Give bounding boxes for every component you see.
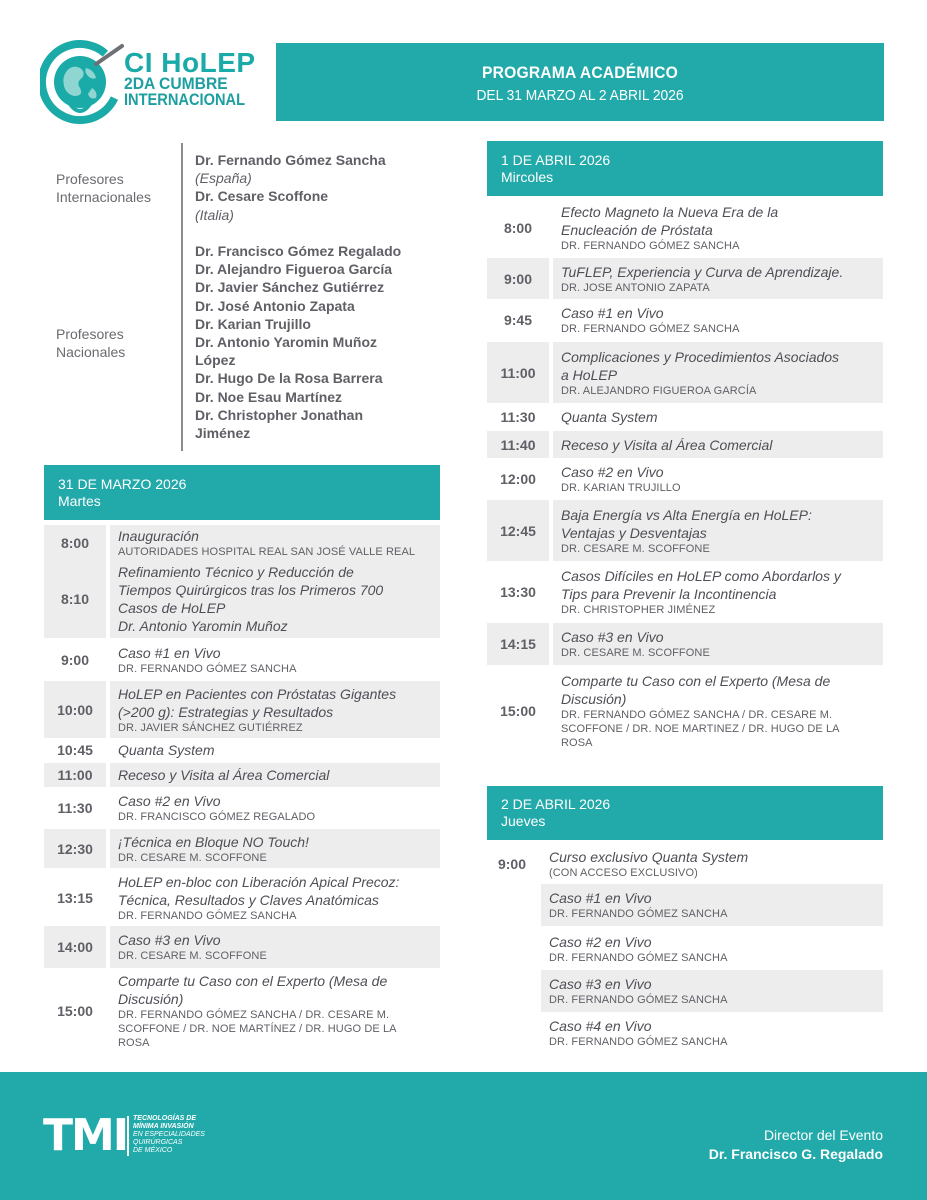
schedule-row <box>487 258 883 299</box>
session-details <box>110 681 440 738</box>
session-time: 11:00 <box>487 342 549 403</box>
session-details <box>553 669 883 753</box>
session-time: 14:15 <box>487 623 549 665</box>
session-title: Comparte tu Caso con el Experto (Mesa de <box>118 972 388 989</box>
session-title: ¡Técnica en Bloque NO Touch! <box>118 833 309 850</box>
session-details <box>553 461 883 497</box>
day-weekday: Jueves <box>501 813 546 829</box>
event-director <box>709 1126 883 1164</box>
session-speaker: DR. FERNANDO GÓMEZ SANCHA <box>561 239 740 252</box>
session-speaker: DR. CESARE M. SCOFFONE <box>561 647 710 659</box>
schedule-row <box>487 844 883 884</box>
banner-title: PROGRAMA ACADÉMICO <box>482 63 678 82</box>
schedule-row <box>487 970 883 1012</box>
logo-subtitle-2: INTERNACIONAL <box>124 90 246 109</box>
day-weekday: Mircoles <box>501 169 554 185</box>
session-title: (>200 g): Estrategias y Resultados <box>118 703 334 720</box>
schedule-row <box>44 525 440 560</box>
session-speaker: DR. FERNANDO GÓMEZ SANCHA <box>549 908 728 920</box>
session-details <box>553 200 883 255</box>
schedule-row <box>44 829 440 868</box>
session-time <box>487 970 537 1012</box>
session-details <box>553 258 883 299</box>
professor-name: Dr. Fernando Gómez Sancha <box>195 152 386 168</box>
session-time: 9:00 <box>487 258 549 299</box>
session-title: Receso y Visita al Área Comercial <box>561 436 773 453</box>
session-speaker: DR. FERNANDO GÓMEZ SANCHA / DR. CESARE M. <box>561 709 833 721</box>
tmi-line: MÍNIMA INVASIÓN <box>133 1123 194 1130</box>
session-details <box>541 970 883 1012</box>
schedule-row <box>487 928 883 970</box>
tmi-line: QUIRÚRGICAS <box>133 1139 183 1146</box>
day-header-march-31 <box>44 465 440 520</box>
professor-name: Dr. Javier Sánchez Gutiérrez <box>195 279 385 296</box>
schedule-row <box>487 623 883 665</box>
session-speaker: DR. ALEJANDRO FIGUEROA GARCÍA <box>561 384 757 397</box>
session-time: 12:30 <box>44 829 106 868</box>
session-details <box>541 1013 883 1053</box>
schedule-row <box>44 969 440 1052</box>
session-speaker: DR. CESARE M. SCOFFONE <box>118 851 267 864</box>
session-details <box>110 789 440 826</box>
schedule-row <box>44 872 440 923</box>
session-title: Quanta System <box>561 408 658 425</box>
session-time: 11:30 <box>57 799 93 816</box>
session-time: 8:10 <box>44 560 106 638</box>
session-speaker: DR. FERNANDO GÓMEZ SANCHA <box>561 323 740 335</box>
professor-name: Dr. Alejandro Figueroa García <box>195 261 393 278</box>
session-title: Casos Difíciles en HoLEP como Abordarlos y <box>561 567 841 584</box>
session-details <box>553 342 883 403</box>
tmi-logo-mark: TMI <box>43 1110 128 1161</box>
professor-name: Dr. Hugo De la Rosa Barrera <box>195 370 383 387</box>
schedule-row <box>487 669 883 753</box>
director-name: Dr. Francisco G. Regalado <box>708 1146 883 1162</box>
session-time: 8:00 <box>503 219 533 236</box>
director-label: Director del Evento <box>763 1127 883 1143</box>
session-title: HoLEP en-bloc con Liberación Apical Precoz: <box>118 873 400 890</box>
session-details <box>553 563 883 620</box>
professor-country: (España) <box>195 170 252 187</box>
national-professors-list <box>195 242 445 442</box>
session-details <box>541 884 883 926</box>
session-time: 13:15 <box>57 889 93 906</box>
session-title: Ventajas y Desventajas <box>561 524 707 541</box>
session-title: Inauguración <box>118 527 199 544</box>
schedule-row <box>487 200 883 255</box>
session-speaker: ROSA <box>561 737 593 749</box>
session-details <box>541 844 883 884</box>
session-title: Dr. Antonio Yaromin Muñoz <box>118 618 288 634</box>
session-details <box>110 763 440 787</box>
tmi-logo-divider <box>127 1116 129 1156</box>
session-title: Técnica, Resultados y Claves Anatómicas <box>118 891 379 908</box>
session-speaker: (CON ACCESO EXCLUSIVO) <box>549 867 698 879</box>
session-title: Casos de HoLEP <box>118 600 226 616</box>
session-title: Tips para Prevenir la Incontinencia <box>561 585 777 602</box>
session-speaker: SCOFFONE / DR. NOE MARTINEZ / DR. HUGO DE LA <box>561 723 840 735</box>
session-speaker: DR. CESARE M. SCOFFONE <box>561 542 710 555</box>
session-title: HoLEP en Pacientes con Próstatas Gigantes <box>118 685 397 702</box>
international-professors-list <box>195 151 445 224</box>
session-time: 11:00 <box>44 763 106 787</box>
label-line: Internacionales <box>56 189 151 205</box>
session-speaker: DR. FERNANDO GÓMEZ SANCHA / DR. CESARE M. <box>118 1008 390 1021</box>
schedule-row <box>487 500 883 561</box>
professor-name: Dr. Karian Trujillo <box>195 315 311 332</box>
session-details <box>541 928 883 970</box>
professor-name: López <box>195 352 236 369</box>
session-details <box>110 872 440 923</box>
professor-name: Dr. José Antonio Zapata <box>195 297 355 314</box>
session-speaker: DR. FERNANDO GÓMEZ SANCHA <box>118 663 297 675</box>
banner-dates: DEL 31 MARZO AL 2 ABRIL 2026 <box>476 87 684 104</box>
session-details <box>553 500 883 561</box>
session-title: Caso #3 en Vivo <box>561 629 664 645</box>
tmi-line: TECNOLOGÍAS DE <box>133 1115 197 1122</box>
session-title: Comparte tu Caso con el Experto (Mesa de <box>561 673 831 689</box>
session-title: Efecto Magneto la Nueva Era de la <box>561 203 779 220</box>
session-speaker: DR. FERNANDO GÓMEZ SANCHA <box>549 1036 728 1048</box>
program-banner <box>276 43 884 121</box>
tmi-line: EN ESPECIALIDADES <box>133 1131 205 1138</box>
session-speaker: DR. FERNANDO GÓMEZ SANCHA <box>118 909 297 922</box>
day-header-april-2 <box>487 786 883 840</box>
session-speaker: DR. KARIAN TRUJILLO <box>561 482 681 494</box>
session-time: 15:00 <box>500 703 536 719</box>
session-title: Caso #3 en Vivo <box>118 932 221 948</box>
schedule-row <box>487 884 883 926</box>
schedule-row <box>487 431 883 458</box>
session-speaker: DR. CHRISTOPHER JIMÉNEZ <box>561 603 716 616</box>
session-title: Caso #1 en Vivo <box>118 645 221 661</box>
day-header-april-1 <box>487 141 883 196</box>
session-speaker: SCOFFONE / DR. NOE MARTÍNEZ / DR. HUGO DE LA <box>118 1022 397 1035</box>
session-time <box>487 1013 537 1053</box>
session-time: 11:40 <box>487 431 549 458</box>
schedule-row <box>44 560 440 638</box>
schedule-row <box>44 926 440 968</box>
label-line: Profesores <box>56 326 124 342</box>
schedule-row <box>44 641 440 679</box>
session-time <box>487 884 537 926</box>
professor-name: Dr. Francisco Gómez Regalado <box>195 243 402 259</box>
professor-name: Dr. Cesare Scoffone <box>195 188 329 205</box>
session-details <box>110 926 440 968</box>
session-details <box>110 829 440 868</box>
session-speaker: DR. JAVIER SÁNCHEZ GUTIÉRREZ <box>118 721 303 734</box>
session-title: Tiempos Quirúrgicos tras los Primeros 700 <box>118 582 384 598</box>
session-title: Caso #2 en Vivo <box>549 934 652 950</box>
logo-subtitle: 2DA CUMBRE <box>124 74 228 93</box>
session-title: Caso #4 en Vivo <box>549 1018 652 1034</box>
session-time: 9:45 <box>503 312 533 328</box>
session-details <box>553 302 883 338</box>
session-speaker: DR. FERNANDO GÓMEZ SANCHA <box>549 994 728 1006</box>
session-title: Caso #3 en Vivo <box>549 976 652 992</box>
schedule-row <box>487 302 883 338</box>
schedule-row <box>44 738 440 762</box>
session-time: 9:00 <box>60 652 90 668</box>
session-time: 14:00 <box>44 926 106 968</box>
session-title: Caso #2 en Vivo <box>118 792 221 809</box>
session-details <box>110 969 440 1052</box>
session-time: 12:00 <box>500 471 536 487</box>
session-title: Quanta System <box>118 742 215 758</box>
session-title: Caso #2 en Vivo <box>561 464 664 480</box>
session-title: Complicaciones y Procedimientos Asociados <box>561 348 840 365</box>
schedule-row <box>487 404 883 429</box>
session-title: Caso #1 en Vivo <box>561 305 664 321</box>
session-time: 9:00 <box>497 856 527 872</box>
day-date: 1 DE ABRIL 2026 <box>501 152 611 168</box>
label-line: Profesores <box>56 171 124 187</box>
session-title: a HoLEP <box>561 366 618 383</box>
schedule-row <box>487 342 883 403</box>
session-details <box>110 525 440 560</box>
professor-name: Dr. Christopher Jonathan <box>195 406 364 423</box>
session-speaker: AUTORIDADES HOSPITAL REAL SAN JOSÉ VALLE REAL <box>118 545 416 558</box>
schedule-row <box>44 763 440 787</box>
professor-name: Dr. Antonio Yaromin Muñoz <box>195 334 377 351</box>
session-title: Caso #1 en Vivo <box>549 890 652 906</box>
session-details <box>110 560 440 638</box>
schedule-row <box>44 789 440 826</box>
session-time: 12:45 <box>487 500 549 561</box>
professors-divider <box>181 143 183 451</box>
day-weekday: Martes <box>58 493 101 509</box>
session-title: Refinamiento Técnico y Reducción de <box>118 564 354 580</box>
footer <box>0 1072 927 1200</box>
session-details <box>553 623 883 665</box>
day-date: 2 DE ABRIL 2026 <box>501 796 611 812</box>
schedule-row <box>487 563 883 620</box>
schedule-row <box>44 681 440 738</box>
event-logo <box>40 40 260 126</box>
session-time <box>487 928 537 970</box>
professor-name: Dr. Noe Esau Martínez <box>195 388 343 405</box>
session-time: 15:00 <box>57 1002 93 1019</box>
session-time: 10:45 <box>57 742 93 758</box>
globe-prostate-logo-icon <box>40 40 124 126</box>
session-details <box>553 431 883 458</box>
session-time: 8:00 <box>44 525 106 560</box>
session-speaker: DR. CESARE M. SCOFFONE <box>118 950 267 962</box>
schedule-row <box>487 461 883 497</box>
label-line: Nacionales <box>56 344 126 360</box>
session-speaker: DR. FERNANDO GÓMEZ SANCHA <box>549 952 728 964</box>
session-title: Enucleación de Próstata <box>561 221 713 238</box>
session-title: TuFLEP, Experiencia y Curva de Aprendizaje. <box>561 263 844 280</box>
session-title: Discusión) <box>118 990 184 1007</box>
session-speaker: DR. FRANCISCO GÓMEZ REGALADO <box>118 810 316 823</box>
session-title: Baja Energía vs Alta Energía en HoLEP: <box>561 506 812 523</box>
session-title: Discusión) <box>561 691 627 707</box>
professor-name: Jiménez <box>195 425 251 442</box>
session-details <box>110 641 440 679</box>
intl-professors-label <box>56 170 176 206</box>
day-date: 31 DE MARZO 2026 <box>58 476 187 492</box>
session-speaker: ROSA <box>118 1036 150 1049</box>
session-time: 11:30 <box>500 408 536 425</box>
session-details <box>110 738 440 762</box>
national-professors-label <box>56 325 176 361</box>
logo-title: CI HoLEP <box>124 47 256 78</box>
session-title: Curso exclusivo Quanta System <box>549 849 749 865</box>
session-speaker: DR. JOSE ANTONIO ZAPATA <box>561 281 710 294</box>
session-details <box>553 404 883 429</box>
session-time: 10:00 <box>44 681 106 738</box>
session-title: Receso y Visita al Área Comercial <box>118 767 330 783</box>
tmi-line: DE MÉXICO <box>133 1147 173 1154</box>
tmi-logo-text <box>133 1115 253 1155</box>
professor-country: (Italia) <box>195 206 234 223</box>
schedule-row <box>487 1013 883 1053</box>
session-time: 13:30 <box>500 583 536 600</box>
